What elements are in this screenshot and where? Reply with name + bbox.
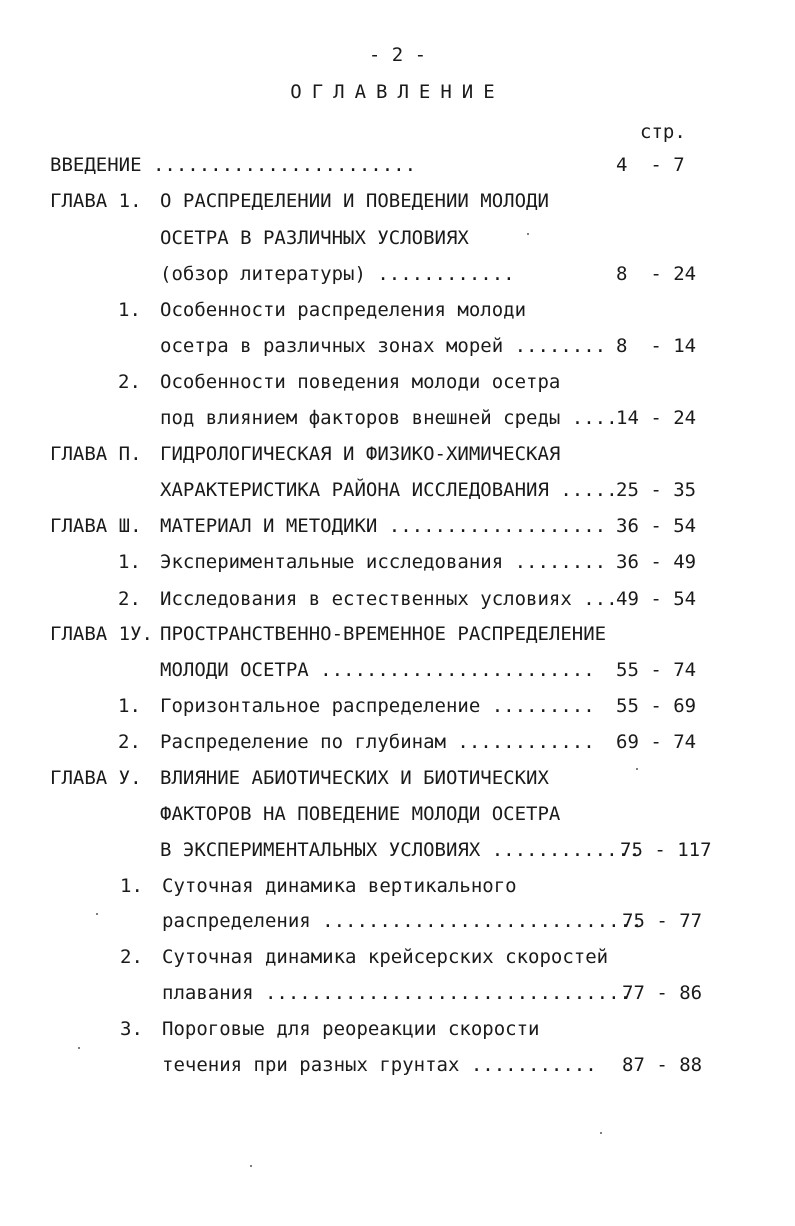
toc-pages: 55 - 74 — [616, 659, 697, 681]
toc-pages: 75 - 77 — [622, 910, 703, 932]
toc-line: Горизонтальное распределение ......... — [160, 695, 595, 717]
toc-line: Суточная динамика вертикального — [162, 875, 517, 897]
toc-section-number: 2. — [118, 588, 141, 610]
toc-pages: 36 - 49 — [616, 551, 697, 573]
toc-line: ОСЕТРА В РАЗЛИЧНЫХ УСЛОВИЯХ — [160, 227, 469, 249]
toc-chapter-number: ГЛАВА П. — [50, 443, 142, 465]
toc-line: Распределение по глубинам ............ — [160, 731, 595, 753]
toc-chapter-number: ГЛАВА Ш. — [50, 515, 142, 537]
toc-line: Экспериментальные исследования ........ — [160, 551, 607, 573]
toc-line: под влиянием факторов внешней среды .... — [160, 407, 618, 429]
toc-line: Особенности поведения молоди осетра — [160, 371, 561, 393]
toc-chapter-number: ГЛАВА У. — [50, 767, 142, 789]
toc-pages: 8 - 24 — [616, 263, 697, 285]
toc-line: В ЭКСПЕРИМЕНТАЛЬНЫХ УСЛОВИЯХ ............. — [160, 839, 641, 861]
toc-pages: 75 - 117 — [620, 839, 712, 861]
toc-line: Суточная динамика крейсерских скоростей — [162, 946, 609, 968]
scan-speck — [527, 233, 529, 235]
toc-pages: 69 - 74 — [616, 731, 697, 753]
toc-section-number: 1. — [118, 551, 141, 573]
toc-pages: 36 - 54 — [616, 515, 697, 537]
toc-line: ФАКТОРОВ НА ПОВЕДЕНИЕ МОЛОДИ ОСЕТРА — [160, 803, 561, 825]
toc-pages: 55 - 69 — [616, 695, 697, 717]
toc-pages: 4 - 7 — [616, 154, 685, 176]
page-number: - 2 - — [368, 44, 427, 66]
toc-pages: 14 - 24 — [616, 407, 697, 429]
toc-line: МАТЕРИАЛ И МЕТОДИКИ ................... — [160, 515, 607, 537]
toc-pages: 87 - 88 — [622, 1054, 703, 1076]
toc-line: Особенности распределения молоди — [160, 299, 527, 321]
toc-pages: 49 - 54 — [616, 588, 697, 610]
toc-line: О РАСПРЕДЕЛЕНИИ И ПОВЕДЕНИИ МОЛОДИ — [160, 190, 549, 212]
toc-line: ХАРАКТЕРИСТИКА РАЙОНА ИССЛЕДОВАНИЯ ..... — [160, 479, 618, 501]
toc-line: Исследования в естественных условиях ... — [160, 588, 618, 610]
toc-line: ПРОСТРАНСТВЕННО-ВРЕМЕННОЕ РАСПРЕДЕЛЕНИЕ — [160, 623, 607, 645]
scan-speck — [600, 1132, 602, 1134]
toc-section-number: 2. — [118, 371, 141, 393]
scan-speck — [250, 1165, 252, 1167]
toc-chapter-number: ГЛАВА 1. — [50, 190, 142, 212]
toc-pages: 77 - 86 — [622, 982, 703, 1004]
page-title: ОГЛАВЛЕНИЕ — [290, 81, 505, 103]
toc-line: течения при разных грунтах ........... — [162, 1054, 597, 1076]
toc-section-number: 1. — [118, 695, 141, 717]
toc-chapter-number: ГЛАВА 1У. — [50, 623, 153, 645]
scan-speck — [636, 768, 638, 770]
toc-section-number: 1. — [118, 299, 141, 321]
toc-pages: 8 - 14 — [616, 335, 697, 357]
toc-pages: 25 - 35 — [616, 479, 697, 501]
toc-section-number: 2. — [118, 731, 141, 753]
toc-line: Пороговые для реореакции скорости — [162, 1018, 540, 1040]
toc-line: ВЛИЯНИЕ АБИОТИЧЕСКИХ И БИОТИЧЕСКИХ — [160, 767, 549, 789]
toc-line: плавания ................................ — [162, 982, 631, 1004]
toc-line: (обзор литературы) ............ — [160, 263, 515, 285]
toc-line: осетра в различных зонах морей ........ — [160, 335, 607, 357]
toc-line: МОЛОДИ ОСЕТРА ........................ — [160, 659, 595, 681]
scan-speck — [96, 913, 98, 915]
toc-section-number: 1. — [120, 875, 143, 897]
toc-line: распределения ............................ — [162, 910, 643, 932]
toc-line: ВВЕДЕНИЕ ....................... — [50, 154, 417, 176]
toc-line: ГИДРОЛОГИЧЕСКАЯ И ФИЗИКО-ХИМИЧЕСКАЯ — [160, 443, 561, 465]
toc-section-number: 3. — [120, 1018, 143, 1040]
pages-column-label: стр. — [640, 121, 686, 143]
scan-speck — [78, 1047, 80, 1049]
toc-section-number: 2. — [120, 946, 143, 968]
